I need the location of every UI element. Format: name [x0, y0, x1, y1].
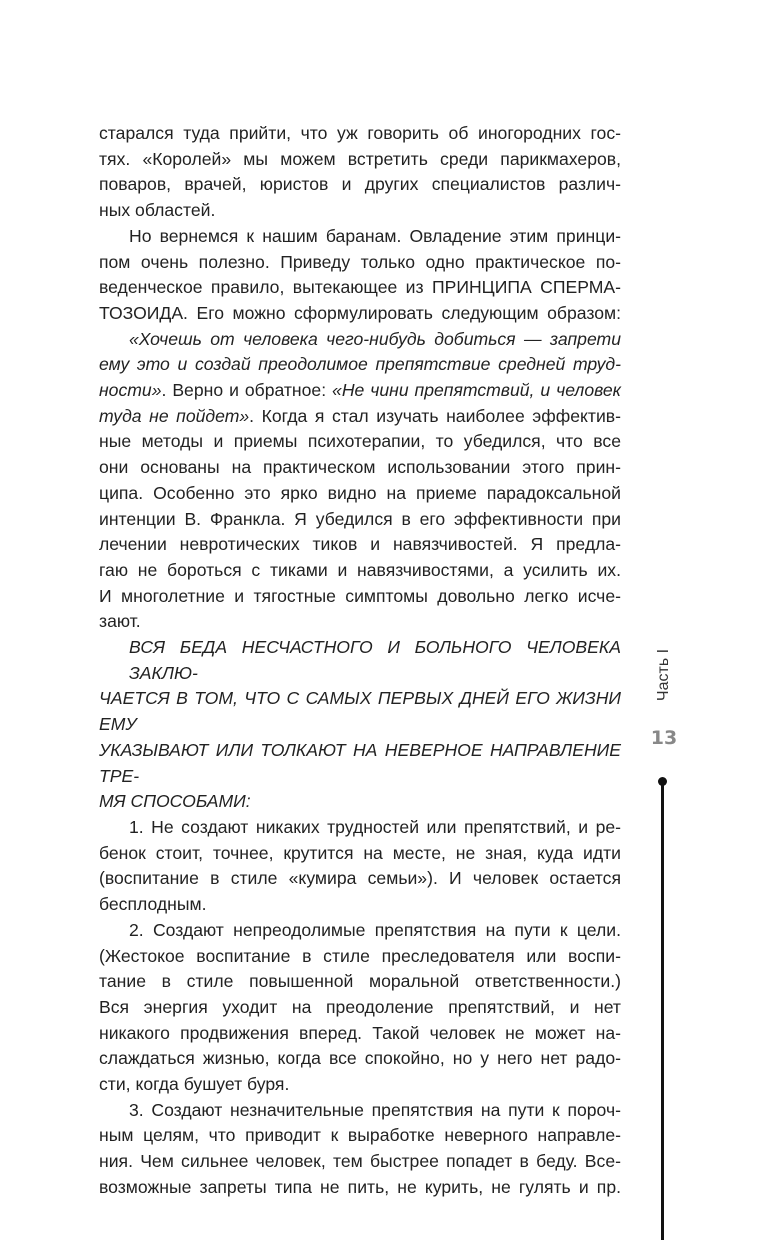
text-line: поваров, врачей, юристов и других специалистов различ-: [99, 174, 621, 195]
list-item-line: никакого продвижения вперед. Такой человек не может на-: [99, 1022, 621, 1043]
list-item-line: бесплодным.: [99, 894, 207, 915]
quote-fragment: «Не чини препятствий, и человек: [332, 380, 621, 401]
caps-line: МЯ СПОСОБАМИ:: [99, 791, 251, 812]
text-line: веденческое правило, вытекающее из ПРИНЦИПА СПЕРМА-: [99, 277, 621, 298]
section-label-text: Часть I: [655, 648, 672, 702]
text-line: гаю не бороться с тиками и навязчивостями, а усилить их.: [99, 559, 621, 580]
text-line: ные методы и приемы психотерапии, то убедился, что все: [99, 431, 621, 452]
caps-line: ВСЯ БЕДА НЕСЧАСТНОГО И БОЛЬНОГО ЧЕЛОВЕКА ЗАКЛЮ-: [129, 637, 621, 683]
list-item-line: (воспитание в стиле «кумира семьи»). И человек остается: [99, 868, 621, 889]
text-line: И многолетние и тягостные симптомы довольно легко исче-: [99, 585, 621, 606]
page-number: 13: [650, 727, 678, 749]
body-text: [99, 121, 621, 1201]
text-line: лечении невротических тиков и навязчивостей. Я предла-: [99, 534, 621, 555]
text-line: Но вернемся к нашим баранам. Овладение этим принци-: [129, 225, 621, 246]
mixed-line: [99, 378, 621, 404]
text-line: старался туда прийти, что уж говорить об иногородних гос-: [99, 123, 621, 143]
list-item-line: бенок стоит, точнее, крутится на месте, не зная, куда идти: [99, 842, 621, 863]
list-item-line: слаждаться жизнью, когда все спокойно, но у него нет радо-: [99, 1048, 621, 1069]
list-item-line: 1. Не создают никаких трудностей или препятствий, и ре-: [129, 816, 621, 837]
quote-fragment: ности»: [99, 380, 162, 401]
list-item-line: тание в стиле повышенной моральной ответственности.): [99, 971, 621, 992]
list-item-line: (Жестокое воспитание в стиле преследователя или воспи-: [99, 945, 621, 966]
list-item-line: Вся энергия уходит на преодоление препятствий, и нет: [99, 996, 621, 1017]
margin-rule: [661, 783, 664, 1240]
text-line: ных областей.: [99, 200, 216, 221]
text-line: тях. «Королей» мы можем встретить среди парикмахеров,: [99, 148, 621, 169]
list-item-line: сти, когда бушует буря.: [99, 1074, 290, 1095]
quote-line: ему это и создай преодолимое препятствие средней труд-: [99, 354, 621, 375]
text-line: интенции В. Франкла. Я убедился в его эффективности при: [99, 508, 621, 529]
list-item-line: возможные запреты типа не пить, не курить, не гулять и пр.: [99, 1176, 621, 1197]
caps-line: ЧАЕТСЯ В ТОМ, ЧТО С САМЫХ ПЕРВЫХ ДНЕЙ ЕГО ЖИЗНИ ЕМУ: [99, 688, 621, 735]
list-item-line: ным целям, что приводит к выработке неверного направле-: [99, 1125, 621, 1146]
list-item-line: 2. Создают непреодолимые препятствия на пути к цели.: [129, 919, 621, 940]
quote-fragment: туда не пойдет»: [99, 405, 250, 426]
quote-line: «Хочешь от человека чего-нибудь добиться — запрети: [129, 328, 621, 349]
section-label: [651, 640, 677, 710]
list-item-line: 3. Создают незначительные препятствия на пути к пороч-: [129, 1099, 621, 1120]
mixed-line: [99, 404, 621, 430]
caps-line: УКАЗЫВАЮТ ИЛИ ТОЛКАЮТ НА НЕВЕРНОЕ НАПРАВЛЕНИЕ ТРЕ-: [99, 739, 621, 786]
text-line: зают.: [99, 611, 141, 632]
text-line: они основаны на практическом использовании этого прин-: [99, 457, 621, 478]
text-fragment: . Когда я стал изучать наиболее эффектив-: [249, 405, 621, 426]
text-line: ТОЗОИДА. Его можно сформулировать следующим образом:: [99, 302, 621, 323]
list-item-line: ния. Чем сильнее человек, тем быстрее попадет в беду. Все-: [99, 1151, 621, 1172]
text-fragment: . Верно и обратное:: [161, 380, 333, 401]
text-line: ципа. Особенно это ярко видно на приеме парадоксальной: [99, 482, 621, 503]
text-line: пом очень полезно. Приведу только одно практическое по-: [99, 251, 621, 272]
